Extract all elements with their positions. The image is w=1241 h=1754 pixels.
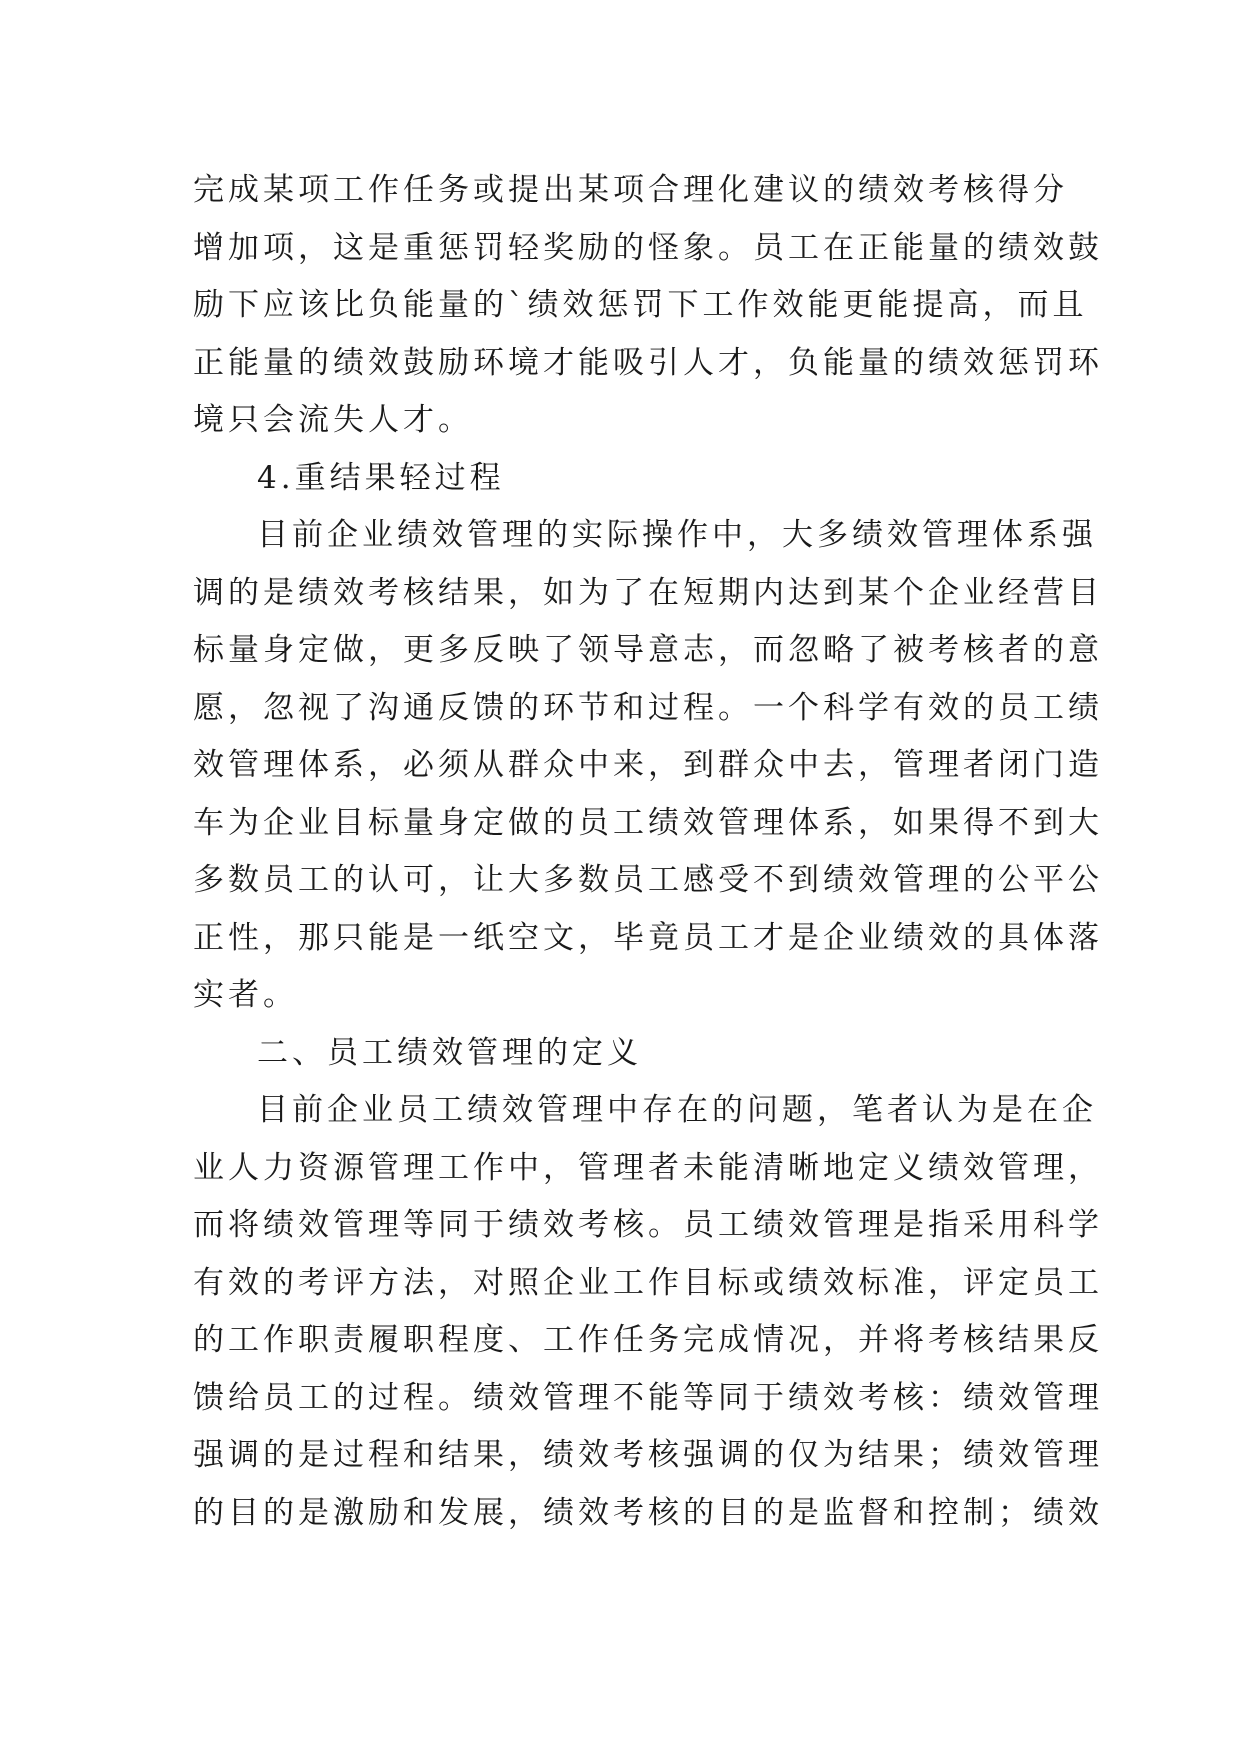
text-line: 实者。 bbox=[193, 977, 298, 1013]
body-text bbox=[193, 162, 1103, 1542]
text-line: 目前企业员工绩效管理中存在的问题，笔者认为是在企 bbox=[257, 1092, 1097, 1128]
text-line: 的工作职责履职程度、工作任务完成情况，并将考核结果反 bbox=[193, 1322, 1103, 1358]
text-line: 车为企业目标量身定做的员工绩效管理体系，如果得不到大 bbox=[193, 804, 1103, 841]
text-line: 的目的是激励和发展，绩效考核的目的是监督和控制；绩效 bbox=[193, 1494, 1103, 1531]
text-line: 调的是绩效考核结果，如为了在短期内达到某个企业经营目 bbox=[193, 574, 1103, 611]
text-line: 愿，忽视了沟通反馈的环节和过程。一个科学有效的员工绩 bbox=[193, 689, 1103, 726]
text-line: 境只会流失人才。 bbox=[193, 402, 473, 438]
text-line: 强调的是过程和结果，绩效考核强调的仅为结果；绩效管理 bbox=[193, 1437, 1103, 1473]
text-line: 馈给员工的过程。绩效管理不能等同于绩效考核：绩效管理 bbox=[193, 1379, 1103, 1416]
text-line: 正性，那只能是一纸空文，毕竟员工才是企业绩效的具体落 bbox=[193, 919, 1103, 956]
text-line: 增加项，这是重惩罚轻奖励的怪象。员工在正能量的绩效鼓 bbox=[193, 229, 1103, 266]
text-line: 励下应该比负能量的`绩效惩罚下工作效能更能提高，而且 bbox=[193, 287, 1088, 323]
text-line: 多数员工的认可，让大多数员工感受不到绩效管理的公平公 bbox=[193, 862, 1103, 898]
section-heading: 二、员工绩效管理的定义 bbox=[257, 1034, 642, 1071]
text-line: 标量身定做，更多反映了领导意志，而忽略了被考核者的意 bbox=[193, 632, 1103, 668]
text-line: 完成某项工作任务或提出某项合理化建议的绩效考核得分 bbox=[193, 172, 1068, 208]
text-line: 正能量的绩效鼓励环境才能吸引人才，负能量的绩效惩罚环 bbox=[193, 344, 1103, 381]
text-line: 目前企业绩效管理的实际操作中，大多绩效管理体系强 bbox=[257, 517, 1097, 553]
text-line: 而将绩效管理等同于绩效考核。员工绩效管理是指采用科学 bbox=[193, 1207, 1103, 1243]
text-line: 业人力资源管理工作中，管理者未能清晰地定义绩效管理， bbox=[193, 1149, 1103, 1186]
text-line: 有效的考评方法，对照企业工作目标或绩效标准，评定员工 bbox=[193, 1264, 1103, 1301]
section-heading: 4.重结果轻过程 bbox=[257, 459, 505, 496]
text-line: 效管理体系，必须从群众中来，到群众中去，管理者闭门造 bbox=[193, 747, 1103, 783]
